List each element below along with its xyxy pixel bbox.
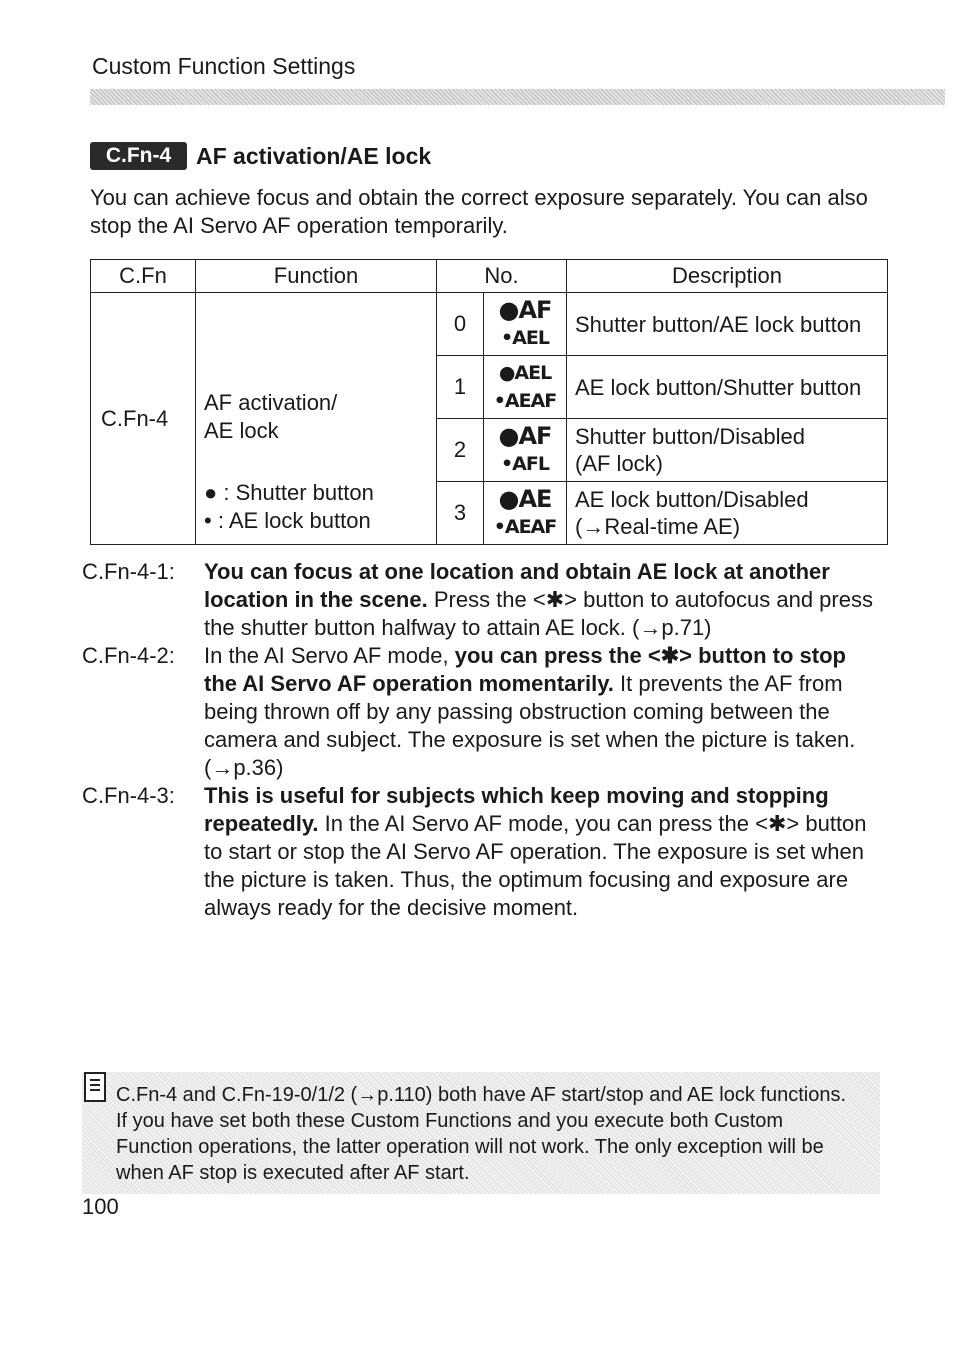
page-header-title: Custom Function Settings — [92, 53, 356, 79]
description-line: Shutter button/Disabled — [575, 424, 805, 449]
function-cell — [196, 293, 437, 545]
header-cfn: C.Fn — [91, 260, 196, 293]
note-item — [82, 782, 882, 922]
intro-paragraph: You can achieve focus and obtain the correct exposure separately. You can also stop the AI Servo AF operation temporarily. — [90, 185, 868, 238]
function-line: AE lock — [204, 418, 279, 443]
mark-ae-lock: •AEAF — [493, 516, 557, 538]
af-ae-mark — [484, 419, 567, 482]
row-description — [567, 419, 888, 482]
table-header-row — [91, 260, 888, 293]
header-function: Function — [196, 260, 437, 293]
note-emphasis: This is useful for subjects which keep moving and stopping repeatedly. — [204, 783, 829, 836]
cfn-id-cell: C.Fn-4 — [91, 293, 196, 545]
function-line: AF activation/ — [204, 390, 338, 415]
tip-text: C.Fn-4 and C.Fn-19-0/1/2 (→p.110) both have AF start/stop and AE lock functions. If you have set both these Custom Functions and you execute both Custom Function operations, the latter operation will not work. The only exception will be when AF stop is executed after AF start. — [116, 1084, 847, 1184]
mark-shutter: ●AE — [498, 485, 552, 513]
description-line: Shutter button/AE lock button — [575, 311, 862, 337]
mark-ae-lock: •AEAF — [493, 390, 557, 412]
mark-shutter: ●AF — [498, 422, 552, 450]
note-text: It prevents the AF from being thrown off by any passing obstruction coming between the camera and subject. The exposure is set when the picture is taken. (→p.36) — [204, 671, 856, 780]
note-body — [204, 782, 882, 922]
mark-shutter: ●AEL — [498, 362, 552, 384]
note-emphasis: You can focus at one location and obtain AE lock at another location in the scene. — [204, 559, 830, 612]
row-number: 1 — [437, 356, 484, 419]
note-item — [82, 558, 882, 642]
row-number: 0 — [437, 293, 484, 356]
row-description — [567, 293, 888, 356]
note-label: C.Fn-4-1: — [82, 559, 175, 584]
note-label: C.Fn-4-3: — [82, 783, 175, 808]
section-badge: C.Fn-4 — [90, 142, 187, 170]
description-line: (→Real-time AE) — [575, 514, 741, 539]
header-description: Description — [567, 260, 888, 293]
memo-icon — [84, 1072, 106, 1102]
note-label: C.Fn-4-2: — [82, 643, 175, 668]
description-line: (AF lock) — [575, 451, 663, 476]
description-line: AE lock button/Shutter button — [575, 374, 862, 400]
note-item — [82, 642, 882, 782]
table-row — [91, 293, 888, 356]
note-emphasis: you can press the <✱> button to stop the AI Servo AF operation momentarily. — [204, 643, 846, 696]
header-no: No. — [437, 260, 567, 293]
legend-shutter-button: ● : Shutter button — [204, 480, 374, 505]
row-number: 2 — [437, 419, 484, 482]
description-line: AE lock button/Disabled — [575, 487, 809, 512]
note-text: In the AI Servo AF mode, you can press the <✱> button to start or stop the AI Servo AF operation. The exposure is set when the picture is taken. Thus, the optimum focusing and exposure are always ready for the decisive moment. — [204, 811, 867, 920]
mark-ae-lock: •AFL — [501, 453, 549, 475]
mark-shutter: ●AF — [498, 296, 552, 324]
page-number: 100 — [82, 1194, 119, 1219]
legend-ae-lock-button: • : AE lock button — [204, 508, 371, 533]
row-number: 3 — [437, 482, 484, 545]
note-body — [204, 558, 882, 642]
af-ae-mark — [484, 482, 567, 545]
row-description — [567, 482, 888, 545]
section-title: AF activation/AE lock — [196, 143, 432, 169]
note-text: In the AI Servo AF mode, — [204, 643, 455, 668]
af-ae-mark — [484, 356, 567, 419]
af-ae-mark — [484, 293, 567, 356]
row-description — [567, 356, 888, 419]
custom-function-table — [90, 259, 888, 545]
note-body — [204, 642, 882, 782]
header-rule — [90, 89, 945, 105]
note-text: Press the <✱> button to autofocus and press the shutter button halfway to attain AE lock. (→p.71) — [204, 587, 873, 640]
setting-notes — [82, 558, 882, 922]
mark-ae-lock: •AEL — [501, 327, 549, 349]
